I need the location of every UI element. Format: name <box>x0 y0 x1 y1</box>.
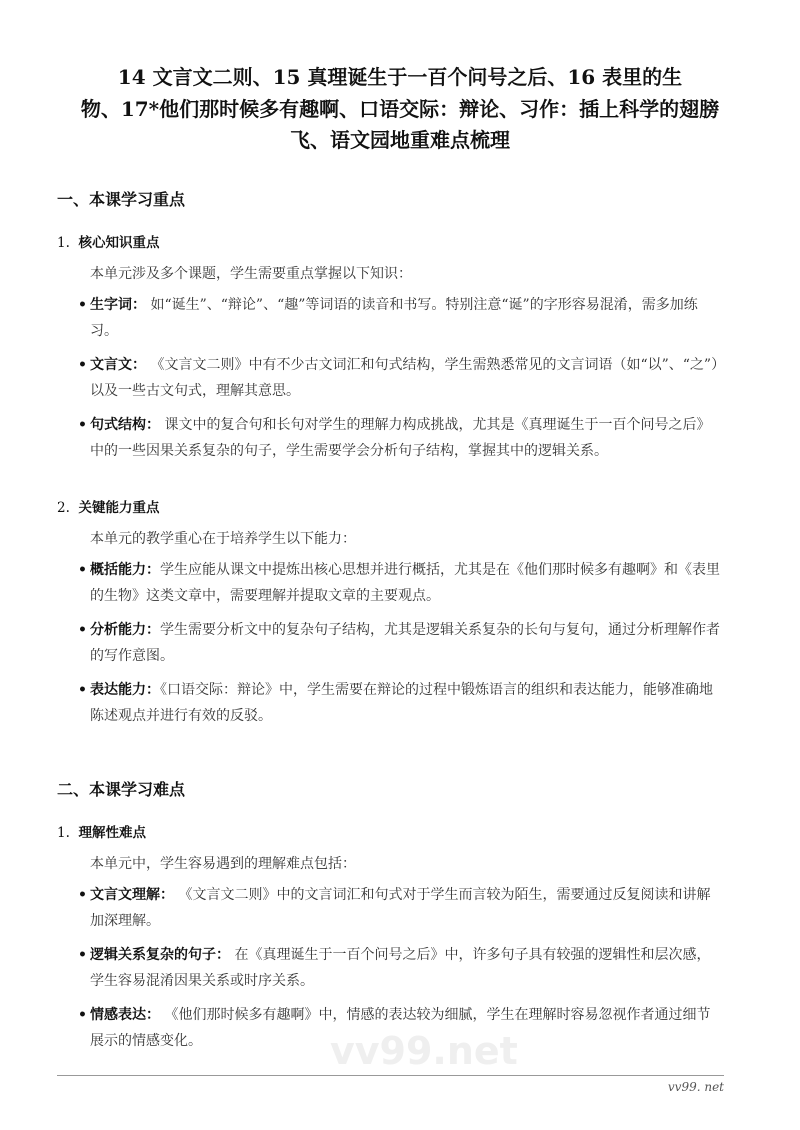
bullet-icon: • <box>78 296 87 313</box>
bullet-icon: • <box>78 886 87 903</box>
item-text: 《口语交际：辩论》中，学生需要在辩论的过程中锻炼语言的组织和表达能力，能够准确地陈述观点并进行有效的反驳。 <box>90 681 713 724</box>
list-item <box>78 677 723 729</box>
footer-text: vv99. net <box>667 1080 724 1094</box>
item-text: 课文中的复合句和长句对学生的理解力构成挑战，尤其是《真理诞生于一百个问号之后》中的一些因果关系复杂的句子，学生需要学会分析句子结构，掌握其中的逻辑关系。 <box>90 416 711 459</box>
intro-text: 本单元涉及多个课题，学生需要重点掌握以下知识： <box>90 265 412 282</box>
list-item <box>78 557 723 609</box>
item-label: 逻辑关系复杂的句子： <box>90 946 230 963</box>
item-text: 学生需要分析文中的复杂句子结构，尤其是逻辑关系复杂的长句与复句，通过分析理解作者的写作意图。 <box>90 621 720 664</box>
intro-text: 本单元的教学重心在于培养学生以下能力： <box>90 530 356 547</box>
watermark: vv99.net <box>330 1028 518 1073</box>
item-label: 生字词： <box>90 296 146 313</box>
subsection-title: 关键能力重点 <box>78 499 160 516</box>
list-item <box>78 617 723 669</box>
bullet-icon: • <box>78 681 87 698</box>
item-text: 在《真理诞生于一百个问号之后》中，许多句子具有较强的逻辑性和层次感，学生容易混淆因果关系或时序关系。 <box>90 946 711 989</box>
document-title <box>40 62 760 157</box>
title-line: 飞、语文园地重难点梳理 <box>290 128 510 152</box>
list-item <box>78 292 723 344</box>
section-heading: 二、本课学习难点 <box>57 779 186 799</box>
subsection-heading <box>57 823 800 843</box>
item-text: 《他们那时候多有趣啊》中，情感的表达较为细腻，学生在理解时容易忽视作者通过细节展示的情感变化。 <box>90 1006 711 1049</box>
item-label: 表达能力： <box>90 681 160 698</box>
title-line: 物、17*他们那时候多有趣啊、口语交际：辩论、习作：插上科学的翅膀 <box>80 96 720 121</box>
list-item <box>78 1002 723 1073</box>
list-item <box>78 352 723 404</box>
subsection-heading <box>57 498 800 518</box>
section-heading: 一、本课学习重点 <box>57 189 186 209</box>
item-text: 《文言文二则》中有不少古文词汇和句式结构，学生需熟悉常见的文言词语（如“以”、“之”）以及一些古文句式，理解其意思。 <box>90 356 719 399</box>
item-label: 情感表达： <box>90 1006 160 1023</box>
bullet-icon: • <box>78 416 87 433</box>
item-label: 句式结构： <box>90 416 160 433</box>
item-label: 文言文： <box>90 356 146 373</box>
list-item <box>78 882 723 934</box>
bullet-icon: • <box>78 1006 87 1023</box>
bullet-icon: • <box>78 621 87 638</box>
document-body <box>0 62 800 1073</box>
footer-divider <box>57 1075 724 1076</box>
list-item <box>78 412 723 464</box>
subsection-number: 1. <box>57 234 70 251</box>
subsection-number: 1. <box>57 824 70 841</box>
item-text: 《文言文二则》中的文言词汇和句式对于学生而言较为陌生，需要通过反复阅读和讲解加深理解。 <box>90 886 711 929</box>
subsection-heading <box>57 233 800 253</box>
item-label: 概括能力： <box>90 561 160 578</box>
subsection-title: 理解性难点 <box>78 824 146 841</box>
subsection-title: 核心知识重点 <box>78 234 160 251</box>
bullet-icon: • <box>78 946 87 963</box>
title-line: 14 文言文二则、15 真理诞生于一百个问号之后、16 表里的生 <box>117 65 683 89</box>
item-text: 学生应能从课文中提炼出核心思想并进行概括，尤其是在《他们那时候多有趣啊》和《表里的生物》这类文章中，需要理解并提取文章的主要观点。 <box>90 561 720 604</box>
list-item <box>78 942 723 994</box>
subsection-number: 2. <box>57 499 70 516</box>
bullet-icon: • <box>78 561 87 578</box>
bullet-icon: • <box>78 356 87 373</box>
item-label: 文言文理解： <box>90 886 174 903</box>
intro-text: 本单元中，学生容易遇到的理解难点包括： <box>90 855 356 872</box>
item-label: 分析能力： <box>90 621 160 638</box>
item-text: 如“诞生”、“辩论”、“趣”等词语的读音和书写。特别注意“诞”的字形容易混淆，需多加练习。 <box>90 296 698 339</box>
